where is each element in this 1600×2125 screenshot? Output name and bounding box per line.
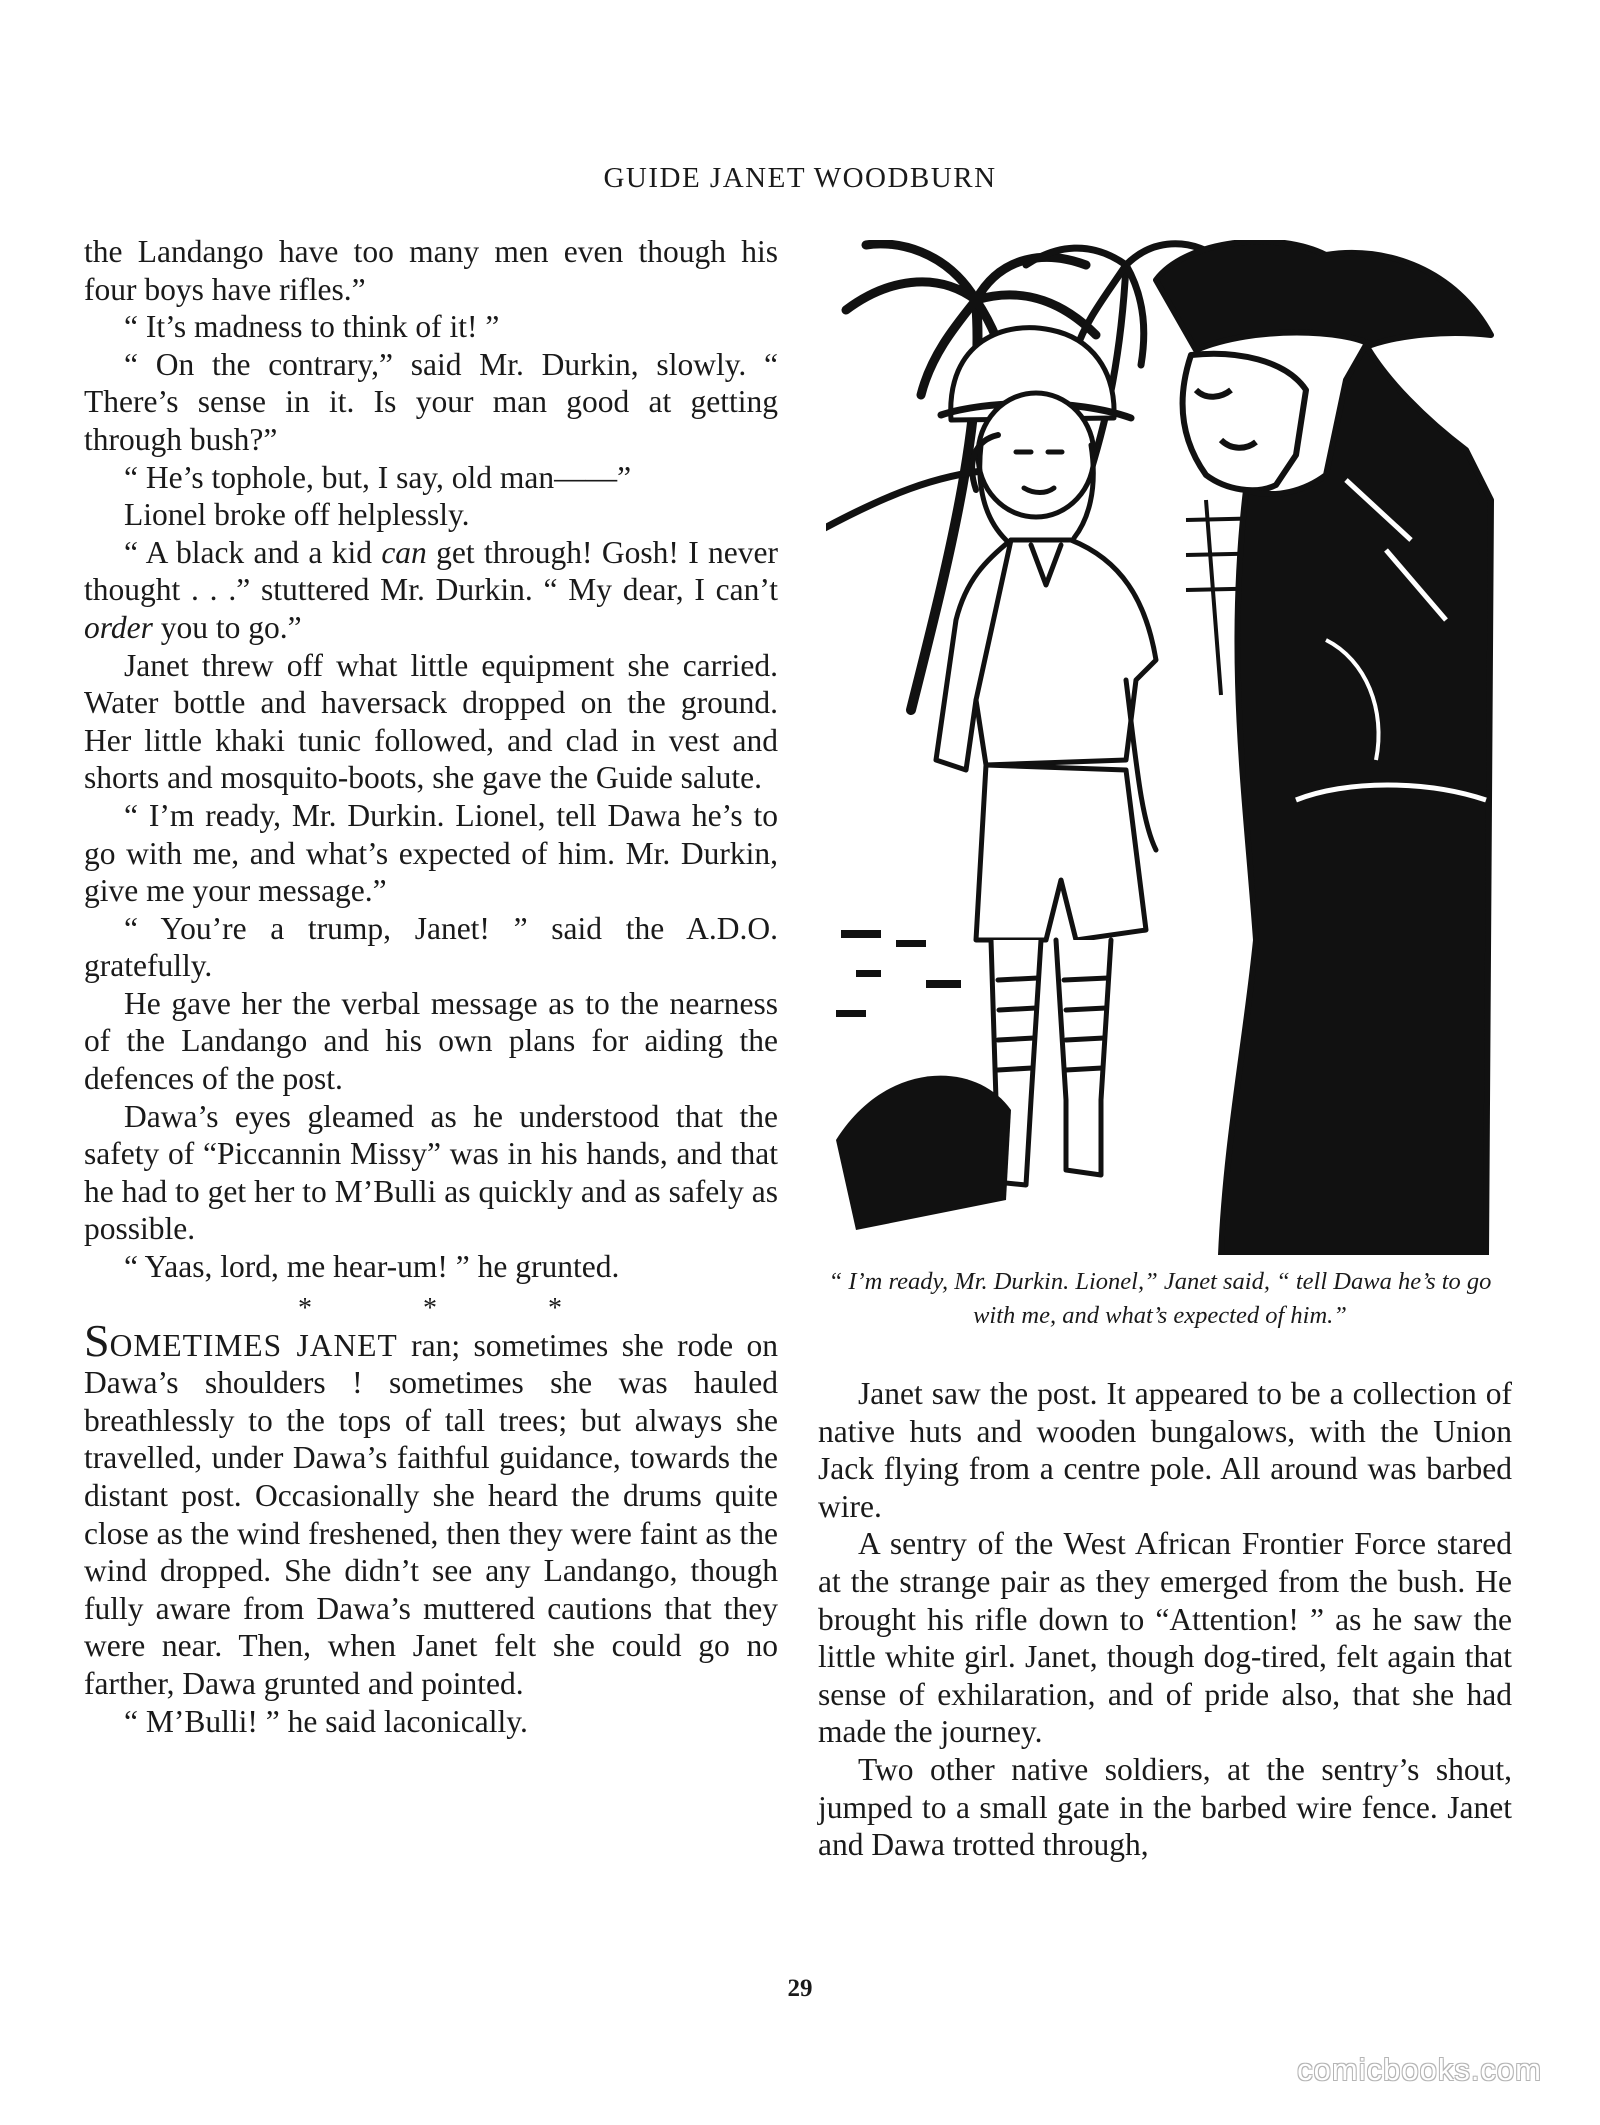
paragraph-text: get through! Gosh! I never thought . . .” stuttered Mr. Durkin. “ My dear, I can’t [84,534,778,608]
paragraph: “ M’Bulli! ” he said laconically. [124,1703,528,1739]
site-watermark: comicbooks.com [1297,2052,1542,2087]
paragraph [84,1314,778,1703]
small-caps-lead: OMETIMES JANET [109,1327,398,1363]
right-text-column [818,1375,1512,1864]
man-figure [1156,241,1491,1255]
paragraph: A sentry of the West African Frontier Force stared at the strange pair as they emerged from the bush. He brought his rifle down to “Attention! ” as he saw the little white girl. Janet, though dog-tired, felt again that sense of exhilaration, and of pride also, that she had made the journey. [818,1526,1512,1750]
paragraph: “ On the contrary,” said Mr. Durkin, slowly. “ There’s sense in it. Is your man good at getting through bush?” [84,346,778,457]
paragraph: “ I’m ready, Mr. Durkin. Lionel, tell Dawa he’s to go with me, and what’s expected of him. Mr. Durkin, give me your message.” [84,797,778,909]
emphasis: can [381,534,427,570]
paragraph [84,534,778,647]
left-text-column [84,233,778,1740]
emphasis: order [84,609,153,645]
page-number: 29 [787,1975,813,2002]
paragraph: “ You’re a trump, Janet! ” said the A.D.O. gratefully. [84,910,778,984]
paragraph: Dawa’s eyes gleamed as he understood that the safety of “Piccannin Missy” was in his hands, and that he had to get her to M’Bulli as quickly and as safely as possible. [84,1098,778,1247]
paragraph: “ Yaas, lord, me hear-um! ” he grunted. [124,1249,620,1285]
section-break: * * * [298,1292,614,1324]
paragraph: “ He’s tophole, but, I say, old man——” [124,459,632,495]
paragraph: “ It’s madness to think of it! ” [124,309,500,345]
paragraph: Janet threw off what little equipment she carried. Water bottle and haversack dropped on the ground. Her little khaki tunic followed, and clad in vest and shorts and mosquito-boots, she gave the Guide salute. [84,647,778,796]
paragraph-text: you to go.” [152,609,302,645]
illustration-girl-salute [826,240,1506,1255]
paragraph: Two other native soldiers, at the sentry’s shout, jumped to a small gate in the barbed wire fence. Janet and Dawa trotted through, [818,1751,1512,1863]
paragraph-text: ran; sometimes she rode on Dawa’s shoulders ! sometimes she was hauled breathlessly to the tops of tall trees; but always she travelled, under Dawa’s faithful guidance, towards the distant post. Occasionally she heard the drums quite close as the wind freshened, then they were faint as the wind dropped. She didn’t see any Landango, though fully aware from Dawa’s muttered cautions that they were near. Then, when Janet felt she could go no farther, Dawa grunted and pointed. [84,1327,778,1701]
paragraph: Lionel broke off helplessly. [124,497,470,533]
paragraph: Janet saw the post. It appeared to be a collection of native huts and wooden bungalows, with the Union Jack flying from a centre pole. All around was barbed wire. [818,1376,1512,1524]
paragraph: the Landango have too many men even though his four boys have rifles.” [84,234,778,307]
running-title: GUIDE JANET WOODBURN [603,162,997,194]
illustration-caption: “ I’m ready, Mr. Durkin. Lionel,” Janet said, “ tell Dawa he’s to go with me, and what’s expected of him.” [828,1268,1492,1329]
paragraph: He gave her the verbal message as to the nearness of the Landango and his own plans for aiding the defences of the post. [84,985,778,1097]
paragraph-text: “ A black and a kid [124,534,382,570]
drop-cap: S [84,1314,110,1366]
